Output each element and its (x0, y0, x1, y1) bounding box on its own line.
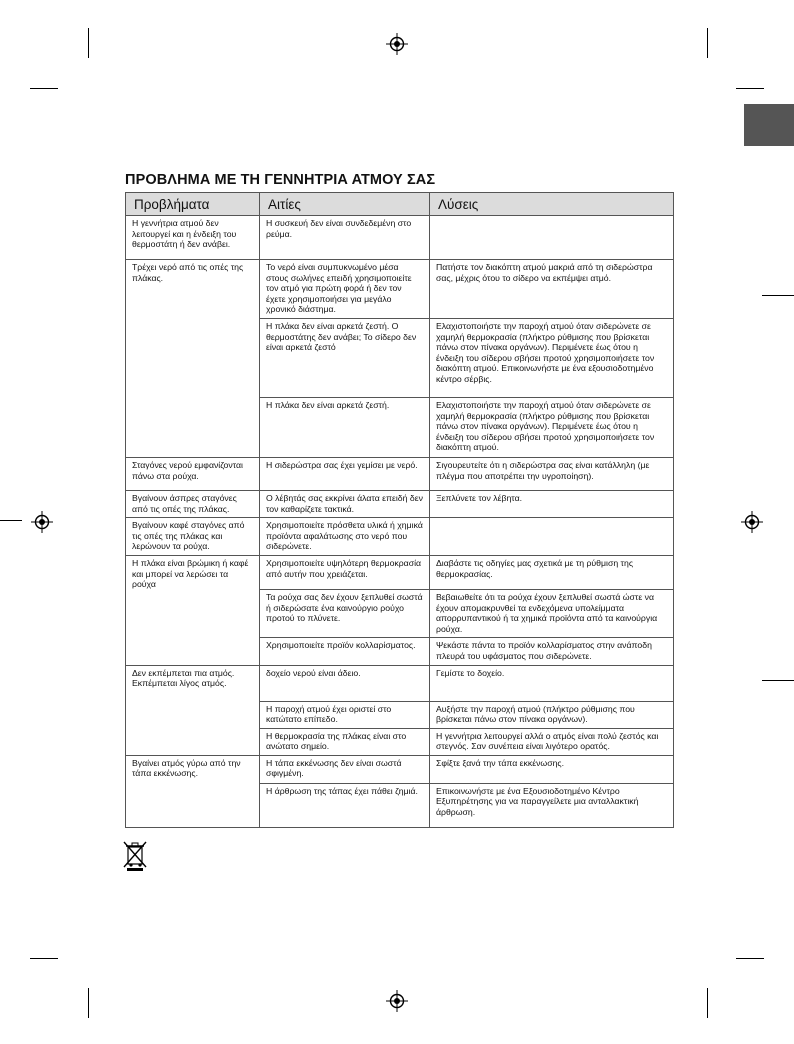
table-row (126, 490, 674, 517)
crop-mark (30, 88, 58, 89)
table-row (126, 755, 674, 783)
problem-cell: Σταγόνες νερού εμφανίζονται πάνω στα ρούχα. (126, 457, 260, 490)
problem-cell: Βγαίνουν καφέ σταγόνες από τις οπές της πλάκας και λερώνουν τα ρούχα. (126, 518, 260, 556)
problem-cell: Η πλάκα είναι βρώμικη ή καφέ και μπορεί να λερώσει τα ρούχα (126, 555, 260, 665)
cause-cell: Η σιδερώστρα σας έχει γεμίσει με νερό. (260, 457, 430, 490)
solution-cell: Αυξήστε την παροχή ατμού (πλήκτρο ρύθμισης που βρίσκεται πάνω στον πίνακα οργάνων). (430, 701, 674, 728)
problem-cell: Βγαίνουν άσπρες σταγόνες από τις οπές της πλάκας. (126, 490, 260, 517)
crop-mark (736, 88, 764, 89)
solution-cell: Σφίξτε ξανά την τάπα εκκένωσης. (430, 755, 674, 783)
problem-cell: Η γεννήτρια ατμού δεν λειτουργεί και η ένδειξη του θερμοστάτη ή δεν ανάβει. (126, 216, 260, 260)
column-header-causes: Αιτίες (260, 193, 430, 216)
cause-cell: Η τάπα εκκένωσης δεν είναι σωστά σφιγμένη. (260, 755, 430, 783)
solution-cell: Ελαχιστοποιήστε την παροχή ατμού όταν σιδερώνετε σε χαμηλή θερμοκρασία (πλήκτρο ρύθμισης που βρίσκεται πάνω στον πίνακα οργάνων). Περιμένετε έως ότου η ένδειξη του σίδερου σβήσει προτού χρησιμοποιήσετε τον διακόπτη ατμού. Επικοινωνήστε με ένα εξουσιοδοτημένο κέντρο σέρβις. (430, 318, 674, 397)
column-header-problems: Προβλήματα (126, 193, 260, 216)
crop-mark (30, 958, 58, 959)
crop-mark (736, 958, 764, 959)
table-row (126, 457, 674, 490)
registration-mark-icon (741, 511, 763, 533)
cause-cell: Τα ρούχα σας δεν έχουν ξεπλυθεί σωστά ή σιδερώσατε ένα καινούργιο ρούχο προτού το πλύνετε. (260, 589, 430, 637)
cause-cell: Η συσκευή δεν είναι συνδεδεμένη στο ρεύμα. (260, 216, 430, 260)
cause-cell: Η παροχή ατμού έχει οριστεί στο κατώτατο επίπεδο. (260, 701, 430, 728)
solution-cell (430, 518, 674, 556)
cause-cell: Η θερμοκρασία της πλάκας είναι στο ανώτατο σημείο. (260, 728, 430, 755)
solution-cell: Ελαχιστοποιήστε την παροχή ατμού όταν σιδερώνετε σε χαμηλή θερμοκρασία (πλήκτρο ρύθμισης που βρίσκεται πάνω στον πίνακα οργάνων). Περιμένετε έως ότου η ένδειξη του σίδερου σβήσει προτού χρησιμοποιήσετε τον διακόπτη ατμού. (430, 397, 674, 457)
problem-cell: Τρέχει νερό από τις οπές της πλάκας. (126, 260, 260, 458)
cause-cell: Η άρθρωση της τάπας έχει πάθει ζημιά. (260, 783, 430, 827)
table-row (126, 665, 674, 701)
crop-mark (707, 988, 708, 1018)
table-row (126, 260, 674, 319)
cause-cell: Χρησιμοποιείτε υψηλότερη θερμοκρασία από αυτήν που χρειάζεται. (260, 555, 430, 589)
cause-cell: Χρησιμοποιείτε πρόσθετα υλικά ή χημικά προϊόντα αφαλάτωσης στο νερό που σιδερώνετε. (260, 518, 430, 556)
troubleshooting-table (125, 192, 674, 828)
cause-cell: Η πλάκα δεν είναι αρκετά ζεστή. Ο θερμοστάτης δεν ανάβει; Το σίδερο δεν είναι αρκετά ζεστό (260, 318, 430, 397)
solution-cell: Πατήστε τον διακόπτη ατμού μακριά από τη σιδερώστρα σας, μέχρις ότου το σίδερο να εκπέμψει ατμό. (430, 260, 674, 319)
table-header-row (126, 193, 674, 216)
cause-cell: δοχείο νερού είναι άδειο. (260, 665, 430, 701)
edge-mark (762, 680, 794, 681)
table-row (126, 216, 674, 260)
crop-mark (707, 28, 708, 58)
solution-cell: Γεμίστε το δοχείο. (430, 665, 674, 701)
cause-cell: Ο λέβητάς σας εκκρίνει άλατα επειδή δεν τον καθαρίζετε τακτικά. (260, 490, 430, 517)
solution-cell (430, 216, 674, 260)
crop-mark (88, 28, 89, 58)
crop-mark (88, 988, 89, 1018)
cause-cell: Χρησιμοποιείτε προϊόν κολλαρίσματος. (260, 638, 430, 665)
solution-cell: Σιγουρευτείτε ότι η σιδερώστρα σας είναι κατάλληλη (με πλέγμα που αποτρέπει την υγροποίηση). (430, 457, 674, 490)
solution-cell: Επικοινωνήστε με ένα Εξουσιοδοτημένο Κέντρο Εξυπηρέτησης για να παραγγείλετε μια ανταλλακτική άρθρωση. (430, 783, 674, 827)
edge-mark (762, 295, 794, 296)
solution-cell: Βεβαιωθείτε ότι τα ρούχα έχουν ξεπλυθεί σωστά ώστε να έχουν απομακρυνθεί τα ενδεχόμενα υπολείμματα απορρυπαντικού ή τα χημικά προϊόντα από τα καινούργια ρούχα. (430, 589, 674, 637)
section-tab (744, 104, 794, 146)
registration-mark-icon (386, 990, 408, 1012)
table-row (126, 518, 674, 556)
registration-mark-icon (31, 511, 53, 533)
cause-cell: Το νερό είναι συμπυκνωμένο μέσα στους σωλήνες επειδή χρησιμοποιείτε τον ατμό για πρώτη φορά ή δεν τον έχετε χρησιμοποιήσει για μεγάλο χρονικό διάστημα. (260, 260, 430, 319)
solution-cell: Η γεννήτρια λειτουργεί αλλά ο ατμός είναι πολύ ζεστός και στεγνός. Σαν συνέπεια είναι λιγότερο ορατός. (430, 728, 674, 755)
registration-mark-icon (386, 33, 408, 55)
column-header-solutions: Λύσεις (430, 193, 674, 216)
problem-cell: Βγαίνει ατμός γύρω από την τάπα εκκένωσης. (126, 755, 260, 827)
weee-recycling-icon (122, 840, 148, 872)
edge-mark (0, 520, 22, 521)
problem-cell: Δεν εκπέμπεται πια ατμός. Εκπέμπεται λίγος ατμός. (126, 665, 260, 755)
table-row (126, 555, 674, 589)
page-title: ΠΡΟΒΛΗΜΑ ΜΕ ΤΗ ΓΕΝΝΗΤΡΙΑ ΑΤΜΟΥ ΣΑΣ (125, 172, 436, 188)
solution-cell: Ξεπλύνετε τον λέβητα. (430, 490, 674, 517)
cause-cell: Η πλάκα δεν είναι αρκετά ζεστή. (260, 397, 430, 457)
solution-cell: Ψεκάστε πάντα το προϊόν κολλαρίσματος στην ανάποδη πλευρά του υφάσματος που σιδερώνετε. (430, 638, 674, 665)
solution-cell: Διαβάστε τις οδηγίες μας σχετικά με τη ρύθμιση της θερμοκρασίας. (430, 555, 674, 589)
